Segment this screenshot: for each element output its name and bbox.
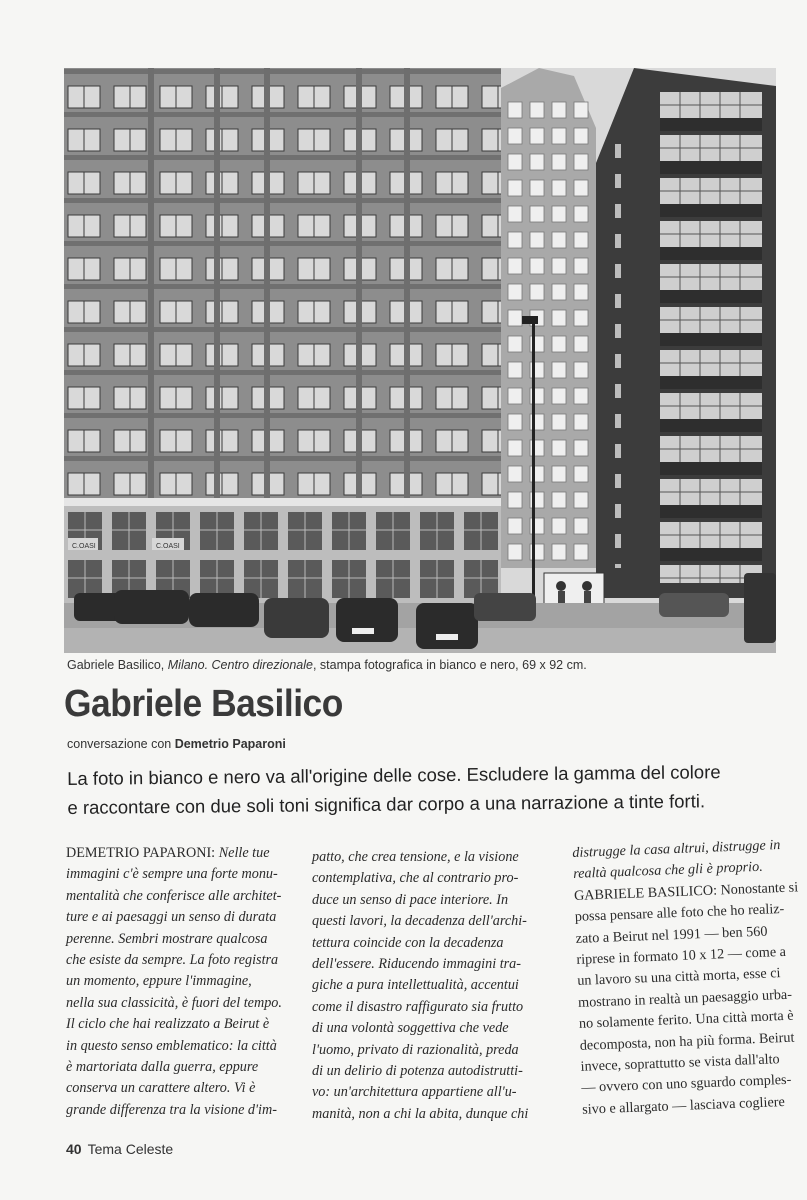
body-line: patto, che crea tensione, e la visione <box>312 849 519 865</box>
page-footer <box>66 1141 173 1157</box>
caption-details: , stampa fotografica in bianco e nero, 69 x 92 cm. <box>312 658 587 672</box>
body-line: in questo senso emblematico: la città <box>66 1037 277 1054</box>
body-line: come il disastro raffigurato sia frutto <box>312 998 524 1015</box>
photo-caption <box>67 658 767 672</box>
interview-prefix: conversazione con <box>67 737 175 751</box>
body-line: tettura coincide con la decadenza <box>312 934 504 951</box>
shop-sign-1: C.OASI <box>72 543 96 550</box>
text-column-1 <box>66 843 291 1121</box>
speaker-paparoni: DEMETRIO PAPARONI: <box>66 845 219 861</box>
body-line: perenne. Sembri mostrare qualcosa <box>66 930 268 947</box>
body-line: ture e ai paesaggi un senso di durata <box>66 909 277 926</box>
body-line: invece, soprattutto se vista dall'alto <box>580 1051 780 1075</box>
body-line: giche a pura intellettualità, accentui <box>312 977 519 994</box>
body-line: possa pensare alle foto che ho realiz- <box>574 901 785 926</box>
text-column-2 <box>312 847 552 1125</box>
lead-line: e raccontare con due soli toni significa dar corpo a una narrazione a tinte forti. <box>67 790 706 818</box>
lead-paragraph <box>67 757 748 822</box>
body-line: vo: un'architettura appartiene all'u- <box>312 1084 517 1101</box>
body-line: di una volontà soggettiva che vede <box>312 1020 509 1037</box>
body-line: conserva un carattere altero. Vi è <box>66 1080 256 1097</box>
body-line: nella sua classicità, è fuori del tempo. <box>66 994 282 1011</box>
body-line: un momento, eppure l'immagine, <box>66 973 252 990</box>
article-title: Gabriele Basilico <box>64 683 343 725</box>
body-line: zato a Beirut nel 1991 — ben 560 <box>575 923 768 947</box>
interviewer-name: Demetrio Paparoni <box>174 737 286 751</box>
body-line: grande differenza tra la visione d'im- <box>66 1101 277 1118</box>
body-line: immagini c'è sempre una forte monu- <box>66 866 278 883</box>
body-line: realtà qualcosa che gli è proprio. <box>572 859 764 883</box>
caption-work: Milano. Centro direzionale <box>167 658 313 672</box>
middle-tower <box>501 68 596 568</box>
body-line: decomposta, non ha più forma. Beirut <box>579 1029 795 1054</box>
text-column-3 <box>572 835 799 1121</box>
body-line: contemplativa, che al contrario pro- <box>312 870 519 887</box>
body-line: duce un senso di pace interiore. In <box>312 891 509 908</box>
speaker-basilico: GABRIELE BASILICO: <box>573 882 721 904</box>
right-tower <box>596 68 776 598</box>
body-line: è martoriata dalla guerra, eppure <box>66 1059 259 1076</box>
body-line: di un delirio di potenza autodistrutti- <box>312 1063 523 1080</box>
body-line: mostrano in realtà un paesaggio urba- <box>577 986 793 1011</box>
body-line: riprese in formato 10 x 12 — come a <box>576 943 787 968</box>
lead-line: La foto in bianco e nero va all'origine delle cose. Escludere la gamma del colore <box>67 761 721 789</box>
body-line: sivo e allargato — lasciava cogliere <box>581 1093 786 1118</box>
interview-credit <box>67 737 286 751</box>
body-line: che esiste da sempre. La foto registra <box>66 952 279 969</box>
left-building <box>64 68 501 603</box>
body-line: dell'essere. Riducendo immagini tra- <box>312 956 521 973</box>
body-line: — ovvero con uno sguardo comples- <box>581 1072 792 1097</box>
photograph <box>64 68 776 653</box>
body-line: mentalità che conferisce alle architet- <box>66 887 282 904</box>
caption-author: Gabriele Basilico, <box>67 658 168 672</box>
shop-sign-2: C.OASI <box>156 543 180 550</box>
body-line: distrugge la casa altrui, distrugge in <box>572 837 781 861</box>
body-line: manità, non a chi la abita, dunque chi <box>312 1105 529 1122</box>
body-line: l'uomo, privato di razionalità, preda <box>312 1041 519 1058</box>
body-line: no solamente ferito. Una città morta è <box>578 1007 794 1033</box>
page-number: 40 <box>66 1141 82 1157</box>
body-line: questi lavori, la decadenza dell'archi- <box>312 913 527 930</box>
body-line: Nelle tue <box>218 845 270 861</box>
body-line: un lavoro su una città morta, esse ci <box>577 965 781 990</box>
body-line: Nonostante si <box>720 879 799 899</box>
magazine-name: Tema Celeste <box>87 1141 174 1157</box>
body-line: Il ciclo che hai realizzato a Beirut è <box>66 1016 270 1033</box>
